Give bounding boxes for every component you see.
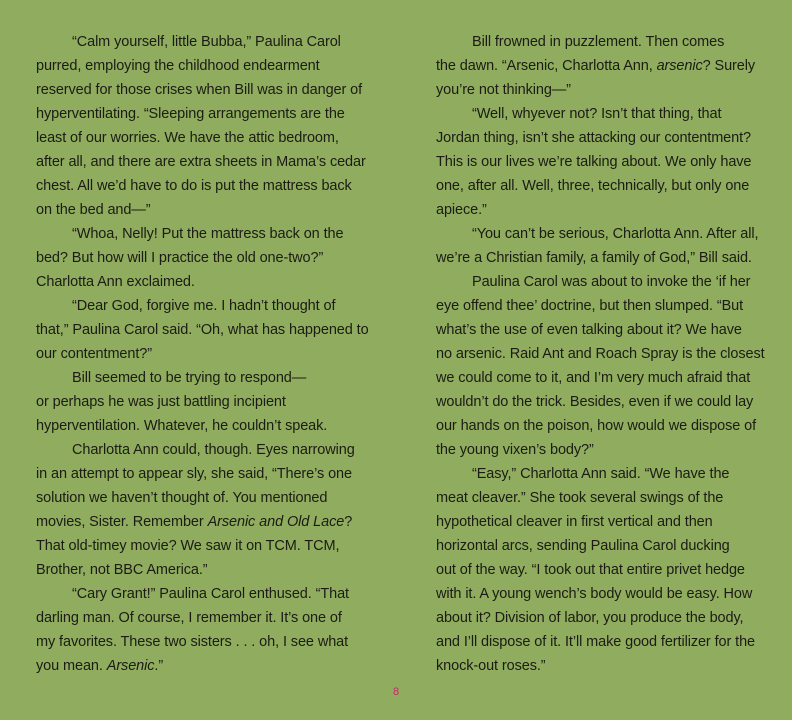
italic-title: Arsenic and Old Lace [207,514,345,530]
italic-title: Arsenic [106,658,155,674]
text-line: “You can’t be serious, Charlotta Ann. After all, [472,226,759,242]
text-line: Charlotta Ann exclaimed. [36,274,195,290]
text-line: “Well, whyever not? Isn’t that thing, that [472,106,722,122]
text-line: the dawn. “Arsenic, Charlotta Ann, arsenic? Surely [436,58,756,74]
text-line: wouldn’t do the trick. Besides, even if we could lay [436,394,754,410]
text-line: apiece.” [436,202,487,218]
text-line: This is our lives we’re talking about. We only have [436,154,752,170]
left-text-column [36,30,376,678]
text-line: hypothetical cleaver in first vertical and then [436,514,713,530]
text-line: Brother, not BBC America.” [36,562,208,578]
text-line: our contentment?” [36,346,152,362]
text-line: what’s the use of even talking about it? We have [436,322,742,338]
text-line: “Dear God, forgive me. I hadn’t thought of [72,298,336,314]
text-line: my favorites. These two sisters . . . oh, I see what [36,634,349,650]
text-line: meat cleaver.” She took several swings of the [436,490,724,506]
italic-title: arsenic [656,58,703,74]
text-line: purred, employing the childhood endearment [36,58,320,74]
text-line: you mean. Arsenic.” [36,658,164,674]
text-line: and I’ll dispose of it. It’ll make good fertilizer for the [436,634,755,650]
text-line: Charlotta Ann could, though. Eyes narrowing [72,442,355,458]
text-line: knock-out roses.” [436,658,546,674]
text-line: reserved for those crises when Bill was in danger of [36,82,363,98]
text-line: or perhaps he was just battling incipient [36,394,286,410]
right-text-column [436,30,776,678]
text-line: “Calm yourself, little Bubba,” Paulina Carol [72,34,341,50]
text-line: that,” Paulina Carol said. “Oh, what has happened to [36,322,369,338]
text-line: “Cary Grant!” Paulina Carol enthused. “That [72,586,349,602]
text-line: no arsenic. Raid Ant and Roach Spray is the closest [436,346,765,362]
text-line: horizontal arcs, sending Paulina Carol ducking [436,538,730,554]
text-line: “Easy,” Charlotta Ann said. “We have the [472,466,730,482]
text-line: one, after all. Well, three, technically, but only one [436,178,750,194]
text-line: solution we haven’t thought of. You mentioned [36,490,328,506]
text-line: the young vixen’s body?” [436,442,594,458]
text-line: in an attempt to appear sly, she said, “There’s one [36,466,352,482]
text-line: on the bed and—” [36,202,151,218]
page-number: 8 [392,686,400,698]
text-line: darling man. Of course, I remember it. It’s one of [36,610,342,626]
text-line: movies, Sister. Remember Arsenic and Old Lace? [36,514,353,530]
text-line: Jordan thing, isn’t she attacking our contentment? [436,130,751,146]
text-line: out of the way. “I took out that entire privet hedge [436,562,745,578]
text-line: we could come to it, and I’m very much afraid that [436,370,751,386]
text-line: least of our worries. We have the attic bedroom, [36,130,339,146]
text-line: eye offend thee’ doctrine, but then slumped. “But [436,298,744,314]
text-line: about it? Division of labor, you produce the body, [436,610,744,626]
text-line: That old-timey movie? We saw it on TCM. TCM, [36,538,340,554]
text-line: “Whoa, Nelly! Put the mattress back on the [72,226,344,242]
text-line: chest. All we’d have to do is put the mattress back [36,178,352,194]
text-line: hyperventilation. Whatever, he couldn’t speak. [36,418,328,434]
text-line: with it. A young wench’s body would be easy. How [436,586,753,602]
text-line: Bill frowned in puzzlement. Then comes [472,34,725,50]
text-line: after all, and there are extra sheets in Mama’s cedar [36,154,366,170]
text-line: Bill seemed to be trying to respond— [72,370,307,386]
text-line: our hands on the poison, how would we dispose of [436,418,757,434]
text-line: we’re a Christian family, a family of God,” Bill said. [436,250,752,266]
text-line: you’re not thinking—” [436,82,571,98]
text-line: Paulina Carol was about to invoke the ‘if her [472,274,751,290]
text-line: hyperventilating. “Sleeping arrangements are the [36,106,345,122]
text-line: bed? But how will I practice the old one-two?” [36,250,324,266]
